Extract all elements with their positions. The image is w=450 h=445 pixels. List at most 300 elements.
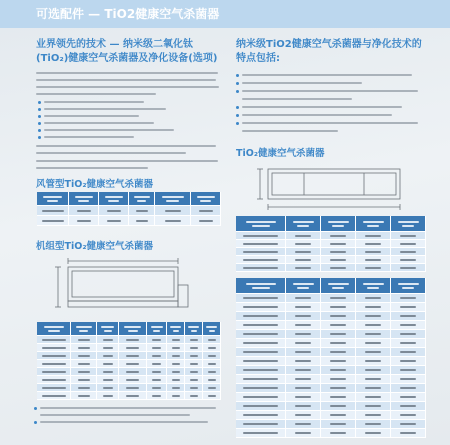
table-header-cell <box>167 322 185 336</box>
bullet-dot <box>38 115 41 118</box>
illegible-cell-text <box>295 351 311 353</box>
illegible-cell-text <box>330 369 346 371</box>
illegible-cell-text <box>330 235 346 237</box>
illegible-text-line <box>36 93 156 95</box>
illegible-cell-text <box>126 355 139 357</box>
illegible-cell-text <box>295 235 311 237</box>
illegible-header-text <box>197 196 215 198</box>
illegible-text-line <box>36 86 219 88</box>
table-cell <box>97 344 119 352</box>
bullet-dot <box>236 122 239 125</box>
illegible-cell-text <box>295 414 311 416</box>
illegible-cell-text <box>172 347 180 349</box>
illegible-cell-text <box>78 387 90 389</box>
illegible-cell-text <box>243 405 278 407</box>
illegible-cell-text <box>77 220 91 222</box>
table-cell <box>167 360 185 368</box>
table-cell <box>356 339 391 348</box>
table-row <box>236 256 426 264</box>
table-cell <box>391 264 426 272</box>
table-cell <box>321 248 356 256</box>
illegible-header-text <box>162 196 184 198</box>
illegible-cell-text <box>78 355 90 357</box>
illegible-cell-text <box>190 387 198 389</box>
table-cell <box>356 384 391 393</box>
table-cell <box>71 344 97 352</box>
illegible-cell-text <box>295 369 311 371</box>
left-heading-line-1: 业界领先的技术 — 纳米级二氧化钛 <box>36 39 193 50</box>
table-cell <box>236 240 286 248</box>
bullet-dot <box>38 101 41 104</box>
illegible-cell-text <box>295 342 311 344</box>
table-cell <box>356 321 391 330</box>
table-cell <box>286 264 321 272</box>
table-cell <box>236 256 286 264</box>
illegible-header-text <box>398 283 419 285</box>
table-cell <box>286 429 321 438</box>
illegible-cell-text <box>126 371 139 373</box>
illegible-cell-text <box>330 423 346 425</box>
illegible-header-text <box>173 330 179 332</box>
illegible-cell-text <box>400 243 416 245</box>
illegible-cell-text <box>42 339 66 341</box>
table-header-cell <box>147 322 167 336</box>
illegible-header-text <box>332 225 344 227</box>
illegible-cell-text <box>330 405 346 407</box>
left-dimension-line <box>257 169 263 199</box>
illegible-cell-text <box>365 324 381 326</box>
table-cell <box>71 336 97 344</box>
table-cell <box>391 384 426 393</box>
illegible-header-text <box>209 330 215 332</box>
table-cell <box>167 376 185 384</box>
illegible-cell-text <box>172 395 180 397</box>
illegible-text-line <box>44 136 134 138</box>
table-row <box>236 264 426 272</box>
illegible-cell-text <box>400 369 416 371</box>
bottom-dimension-line <box>268 204 400 210</box>
illegible-cell-text <box>136 220 148 222</box>
table-cell <box>321 240 356 248</box>
table-cell <box>321 339 356 348</box>
table-header-cell <box>321 216 356 232</box>
unit-bottom-flange <box>68 301 178 307</box>
illegible-cell-text <box>295 251 311 253</box>
table-cell <box>203 368 221 376</box>
unit-inner-outline <box>72 271 174 297</box>
illegible-cell-text <box>42 347 66 349</box>
right-heading-line-1: 纳米级TiO2健康空气杀菌器与净化技术的 <box>236 39 422 50</box>
table-cell <box>167 392 185 400</box>
illegible-cell-text <box>165 210 181 212</box>
illegible-text-line <box>40 414 190 416</box>
illegible-cell-text <box>190 339 198 341</box>
illegible-header-text <box>328 283 349 285</box>
table-cell <box>119 360 147 368</box>
table-header-cell <box>97 322 119 336</box>
illegible-text-line <box>44 122 154 124</box>
table-cell <box>356 420 391 429</box>
illegible-cell-text <box>199 220 213 222</box>
table-cell <box>147 352 167 360</box>
table-cell <box>37 376 71 384</box>
table-cell <box>147 392 167 400</box>
illegible-cell-text <box>243 315 278 317</box>
illegible-cell-text <box>400 351 416 353</box>
bullet-dot <box>34 421 37 424</box>
illegible-cell-text <box>295 315 311 317</box>
table-cell <box>391 411 426 420</box>
illegible-cell-text <box>190 355 198 357</box>
table-cell <box>185 344 203 352</box>
illegible-cell-text <box>365 297 381 299</box>
illegible-text-line <box>40 421 208 423</box>
table-cell <box>236 366 286 375</box>
table-cell <box>391 248 426 256</box>
table-cell <box>391 420 426 429</box>
table-cell <box>71 352 97 360</box>
illegible-cell-text <box>330 360 346 362</box>
table-row <box>236 240 426 248</box>
table-cell <box>97 360 119 368</box>
illegible-cell-text <box>243 369 278 371</box>
illegible-cell-text <box>400 306 416 308</box>
illegible-cell-text <box>365 243 381 245</box>
table-cell <box>155 206 191 216</box>
illegible-cell-text <box>42 379 66 381</box>
unit-supply-size-table <box>236 216 426 272</box>
illegible-header-text <box>293 283 314 285</box>
illegible-cell-text <box>199 210 213 212</box>
illegible-header-text <box>153 330 160 332</box>
illegible-cell-text <box>107 210 121 212</box>
table-cell <box>356 232 391 240</box>
table-header-cell <box>356 278 391 294</box>
table-cell <box>37 336 71 344</box>
illegible-cell-text <box>400 333 416 335</box>
illegible-header-text <box>105 196 123 198</box>
illegible-header-text <box>293 221 314 223</box>
illegible-cell-text <box>208 371 216 373</box>
table-cell <box>356 411 391 420</box>
illegible-cell-text <box>190 395 198 397</box>
illegible-cell-text <box>190 347 198 349</box>
illegible-header-text <box>188 326 199 328</box>
illegible-cell-text <box>243 414 278 416</box>
table-cell <box>286 303 321 312</box>
illegible-text-line <box>242 130 338 132</box>
table-cell <box>147 336 167 344</box>
table-cell <box>286 232 321 240</box>
table-header-cell <box>236 278 286 294</box>
illegible-text-line <box>242 98 352 100</box>
table-cell <box>37 216 69 226</box>
illegible-cell-text <box>365 267 381 269</box>
table-row <box>236 411 426 420</box>
illegible-cell-text <box>77 210 91 212</box>
table-cell <box>71 384 97 392</box>
table-row <box>236 339 426 348</box>
table-cell <box>97 352 119 360</box>
illegible-cell-text <box>295 297 311 299</box>
table-cell <box>119 336 147 344</box>
table-row <box>37 368 221 376</box>
table-header-cell <box>129 192 155 206</box>
illegible-cell-text <box>400 423 416 425</box>
table-cell <box>185 336 203 344</box>
table-cell <box>185 360 203 368</box>
illegible-cell-text <box>103 339 113 341</box>
illegible-header-text <box>328 221 349 223</box>
illegible-cell-text <box>295 306 311 308</box>
table-cell <box>321 330 356 339</box>
illegible-cell-text <box>103 395 113 397</box>
illegible-text-line <box>36 167 148 169</box>
illegible-cell-text <box>190 371 198 373</box>
table-cell <box>391 312 426 321</box>
illegible-header-text <box>246 221 276 223</box>
illegible-cell-text <box>400 297 416 299</box>
table-row <box>236 420 426 429</box>
illegible-cell-text <box>78 371 90 373</box>
table-cell <box>203 336 221 344</box>
illegible-header-text <box>206 326 217 328</box>
table-cell <box>286 294 321 303</box>
table-cell <box>356 357 391 366</box>
illegible-cell-text <box>365 369 381 371</box>
table-cell <box>203 376 221 384</box>
illegible-text-line <box>36 152 186 154</box>
table-cell <box>356 303 391 312</box>
table-cell <box>185 368 203 376</box>
table-cell <box>236 248 286 256</box>
illegible-cell-text <box>330 306 346 308</box>
table-cell <box>391 402 426 411</box>
illegible-cell-text <box>152 339 161 341</box>
illegible-text-line <box>242 106 402 108</box>
illegible-cell-text <box>172 379 180 381</box>
table-cell <box>167 336 185 344</box>
table-cell <box>69 216 99 226</box>
illegible-cell-text <box>400 267 416 269</box>
illegible-cell-text <box>126 387 139 389</box>
table-cell <box>191 216 221 226</box>
table-cell <box>203 344 221 352</box>
illegible-cell-text <box>126 379 139 381</box>
table-header-cell <box>155 192 191 206</box>
table-row <box>236 348 426 357</box>
unit-type-outline-diagram <box>46 255 202 317</box>
table-cell <box>236 393 286 402</box>
illegible-cell-text <box>400 414 416 416</box>
illegible-header-text <box>75 196 93 198</box>
illegible-cell-text <box>400 235 416 237</box>
illegible-cell-text <box>295 405 311 407</box>
illegible-cell-text <box>365 432 381 434</box>
illegible-cell-text <box>42 363 66 365</box>
table-cell <box>203 352 221 360</box>
table-row <box>37 344 221 352</box>
illegible-cell-text <box>190 363 198 365</box>
top-dimension-line <box>68 258 178 264</box>
table-cell <box>37 206 69 216</box>
table-cell <box>203 360 221 368</box>
illegible-cell-text <box>152 355 161 357</box>
table-cell <box>236 348 286 357</box>
table-cell <box>391 375 426 384</box>
illegible-cell-text <box>243 423 278 425</box>
table-cell <box>356 240 391 248</box>
table-header-cell <box>191 192 221 206</box>
illegible-cell-text <box>172 355 180 357</box>
illegible-cell-text <box>243 267 278 269</box>
table-row <box>236 248 426 256</box>
illegible-cell-text <box>172 339 180 341</box>
illegible-cell-text <box>330 333 346 335</box>
table-row <box>236 321 426 330</box>
illegible-cell-text <box>152 347 161 349</box>
table-header-cell <box>391 216 426 232</box>
illegible-cell-text <box>42 220 64 222</box>
table-cell <box>71 368 97 376</box>
table-cell <box>167 384 185 392</box>
illegible-text-line <box>242 82 362 84</box>
table-cell <box>203 384 221 392</box>
table-cell <box>391 366 426 375</box>
illegible-cell-text <box>400 324 416 326</box>
table-cell <box>321 232 356 240</box>
table-row <box>236 330 426 339</box>
illegible-cell-text <box>126 395 139 397</box>
illegible-cell-text <box>295 259 311 261</box>
bullet-dot <box>236 106 239 109</box>
table-cell <box>286 375 321 384</box>
table-cell <box>356 330 391 339</box>
table-cell <box>286 357 321 366</box>
illegible-cell-text <box>295 378 311 380</box>
illegible-cell-text <box>365 423 381 425</box>
illegible-cell-text <box>330 342 346 344</box>
illegible-cell-text <box>172 371 180 373</box>
illegible-header-text <box>47 200 58 202</box>
left-dimension-line <box>55 267 61 307</box>
illegible-cell-text <box>295 333 311 335</box>
table-cell <box>391 330 426 339</box>
table-cell <box>236 321 286 330</box>
illegible-cell-text <box>295 423 311 425</box>
illegible-cell-text <box>330 414 346 416</box>
illegible-cell-text <box>330 396 346 398</box>
unit-side-tab <box>178 285 188 307</box>
table-cell <box>37 392 71 400</box>
table-cell <box>321 348 356 357</box>
illegible-cell-text <box>330 324 346 326</box>
table-cell <box>236 264 286 272</box>
table-cell <box>286 420 321 429</box>
illegible-cell-text <box>126 363 139 365</box>
illegible-cell-text <box>165 220 181 222</box>
illegible-cell-text <box>78 395 90 397</box>
illegible-cell-text <box>152 363 161 365</box>
table-cell <box>321 321 356 330</box>
table-cell <box>391 321 426 330</box>
illegible-cell-text <box>400 405 416 407</box>
table-header-cell <box>203 322 221 336</box>
illegible-cell-text <box>243 432 278 434</box>
table-cell <box>391 348 426 357</box>
table-cell <box>391 294 426 303</box>
table-cell <box>391 232 426 240</box>
illegible-header-text <box>170 326 181 328</box>
illegible-header-text <box>151 326 163 328</box>
illegible-text-line <box>44 115 139 117</box>
table-cell <box>321 420 356 429</box>
table-row <box>236 294 426 303</box>
illegible-cell-text <box>365 405 381 407</box>
table-cell <box>391 393 426 402</box>
table-cell <box>356 429 391 438</box>
table-cell <box>286 348 321 357</box>
table-cell <box>236 294 286 303</box>
table-cell <box>129 206 155 216</box>
table-row <box>37 376 221 384</box>
illegible-cell-text <box>365 342 381 344</box>
table-cell <box>236 303 286 312</box>
illegible-cell-text <box>243 333 278 335</box>
table-cell <box>321 294 356 303</box>
illegible-cell-text <box>103 363 113 365</box>
unit-type-title: 机组型TiO₂健康空气杀菌器 <box>36 241 153 252</box>
table-header-row <box>236 216 426 232</box>
illegible-cell-text <box>295 360 311 362</box>
illegible-header-text <box>79 330 88 332</box>
illegible-cell-text <box>78 379 90 381</box>
table-cell <box>147 368 167 376</box>
illegible-cell-text <box>103 347 113 349</box>
bullet-dot <box>236 90 239 93</box>
table-cell <box>321 402 356 411</box>
illegible-cell-text <box>78 363 90 365</box>
illegible-cell-text <box>243 297 278 299</box>
table-cell <box>71 392 97 400</box>
illegible-cell-text <box>330 251 346 253</box>
table-cell <box>286 321 321 330</box>
illegible-header-text <box>76 326 92 328</box>
illegible-cell-text <box>365 251 381 253</box>
right-diagram-title: TiO₂健康空气杀菌器 <box>236 148 325 159</box>
table-cell <box>356 366 391 375</box>
illegible-header-text <box>297 287 309 289</box>
illegible-text-line <box>242 74 412 76</box>
illegible-text-line <box>44 101 144 103</box>
table-cell <box>236 429 286 438</box>
table-cell <box>185 376 203 384</box>
bullet-dot <box>34 407 37 410</box>
illegible-text-line <box>44 129 174 131</box>
illegible-text-line <box>242 90 418 92</box>
table-cell <box>286 339 321 348</box>
illegible-cell-text <box>295 267 311 269</box>
illegible-cell-text <box>330 378 346 380</box>
illegible-cell-text <box>400 259 416 261</box>
table-header-cell <box>37 192 69 206</box>
illegible-cell-text <box>103 371 113 373</box>
table-row <box>236 312 426 321</box>
table-cell <box>99 206 129 216</box>
table-cell <box>167 352 185 360</box>
table-cell <box>147 360 167 368</box>
table-row <box>37 206 221 216</box>
